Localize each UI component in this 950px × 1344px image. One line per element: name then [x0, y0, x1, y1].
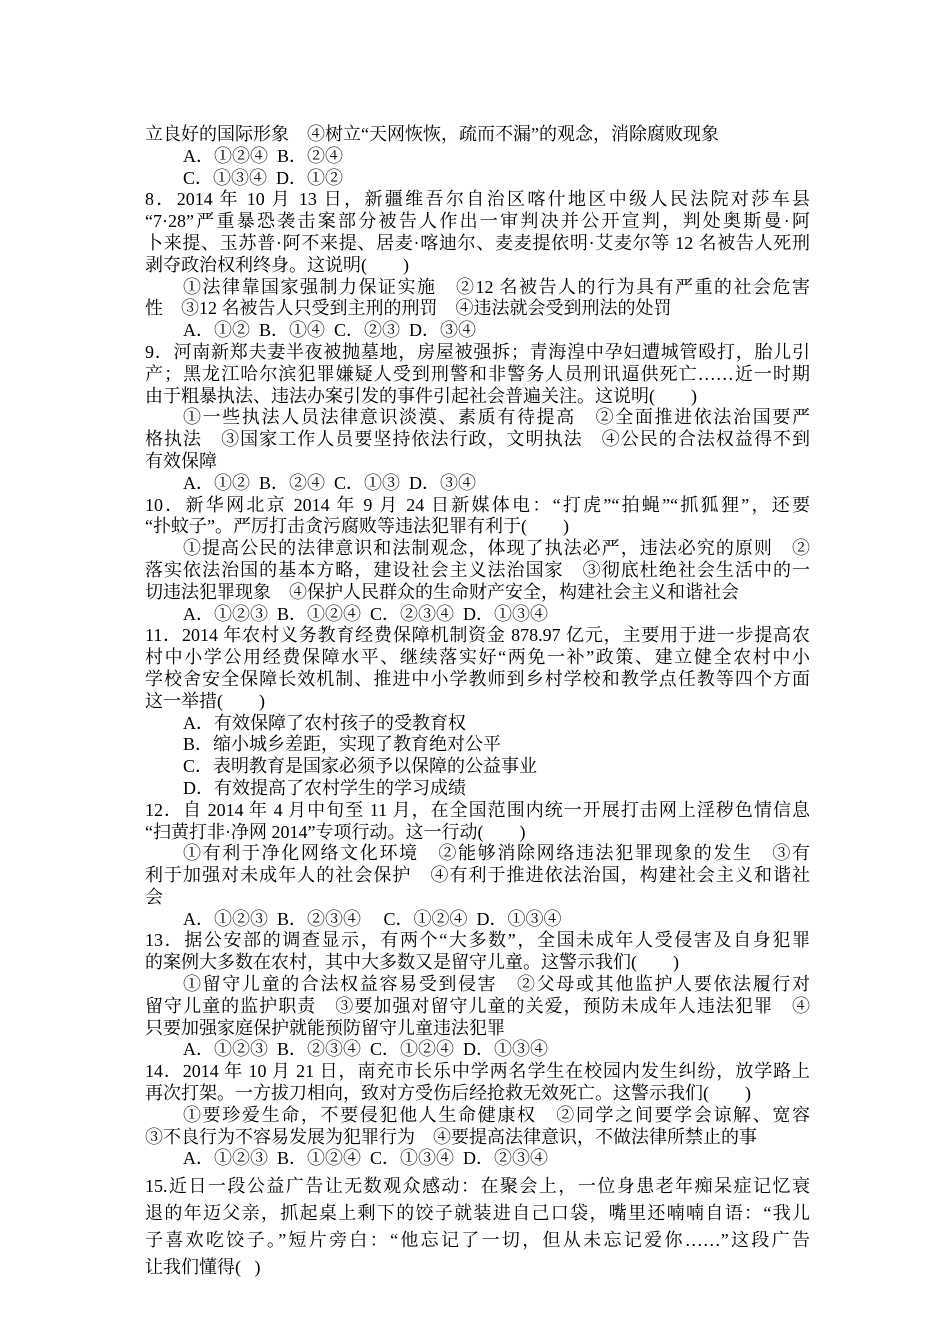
q13-stem-1: 13．据公安部的调查显示，有两个“大多数”，全国未成年人受侵害及自身犯罪 — [145, 930, 810, 951]
q14-statement-2: ③不良行为不容易发展为犯罪行为 ④要提高法律意识，不做法律所禁止的事 — [145, 1126, 757, 1147]
q9-stem-1: 9．河南新郑夫妻半夜被抛墓地，房屋被强拆；青海湟中孕妇遭城管殴打，胎儿引 — [145, 341, 810, 362]
q9-statement-1: ①一些执法人员法律意识淡漠、素质有待提高 ②全面推进依法治国要严 — [183, 407, 810, 428]
q13-options: A．①②③ B．②③④ C．①②④ D．①③④ — [183, 1039, 549, 1060]
q13-statement-2: 留守儿童的监护职责 ③要加强对留守儿童的关爱，预防未成年人违法犯罪 ④ — [145, 995, 810, 1016]
q8-statement-1: ①法律靠国家强制力保证实施 ②12 名被告人的行为具有严重的社会危害 — [183, 276, 810, 297]
q8-stem-4: 剥夺政治权利终身。这说明( ) — [145, 254, 409, 275]
q12-stem-2: “扫黄打非·净网 2014”专项行动。这一行动( ) — [145, 821, 526, 842]
q9-statement-2: 格执法 ③国家工作人员要坚持依法行政，文明执法 ④公民的合法权益得不到 — [145, 429, 810, 450]
q11-stem-3: 学校舍安全保障长效机制、推进中小学教师到乡村学校和教学点任教等四个方面 — [145, 668, 810, 689]
q11-choice-a: A．有效保障了农村孩子的受教育权 — [183, 712, 466, 733]
q11-choice-c: C．表明教育是国家必须予以保障的公益事业 — [183, 756, 538, 777]
q8-stem-2: “7·28”严重暴恐袭击案部分被告人作出一审判决并公开宣判，判处奥斯曼·阿 — [145, 211, 810, 232]
q10-statement-3: 切违法犯罪现象 ④保护人民群众的生命财产安全，构建社会主义和谐社会 — [145, 581, 739, 602]
q9-stem-2: 产；黑龙江哈尔滨犯罪嫌疑人受到刑警和非警务人员刑讯逼供死亡……近一时期 — [145, 363, 810, 384]
q11-stem-2: 村中小学公用经费保障水平、继续落实好“两免一补”政策、建立健全农村中小 — [145, 647, 810, 668]
q14-stem-2: 再次打架。一方拔刀相向，致对方受伤后经抢救无效死亡。这警示我们( ) — [145, 1083, 751, 1104]
exam-content — [145, 124, 810, 1281]
q12-statement-2: 利于加强对未成年人的社会保护 ④有利于推进依法治国，构建社会主义和谐社 — [145, 865, 810, 886]
q9-options: A．①② B．②④ C．①③ D．③④ — [183, 472, 477, 493]
q15-stem-3: 子喜欢吃饺子。”短片旁白：“他忘记了一切，但从未忘记爱你……”这段广告 — [145, 1230, 810, 1251]
q8-statement-2: 性 ③12 名被告人只受到主刑的刑罚 ④违法就会受到刑法的处罚 — [145, 298, 672, 319]
q11-stem-1: 11．2014 年农村义务教育经费保障机制资金 878.97 亿元，主要用于进一步提高农 — [145, 625, 810, 646]
q15-stem-1: 15.近日一段公益广告让无数观众感动：在聚会上，一位身患老年痴呆症记忆衰 — [145, 1176, 810, 1197]
q14-statement-1: ①要珍爱生命，不要侵犯他人生命健康权 ②同学之间要学会谅解、宽容 — [183, 1104, 810, 1125]
q7-options-1: A．①②④ B．②④ — [183, 145, 344, 166]
q11-stem-4: 这一举措( ) — [145, 690, 265, 711]
q12-stem-1: 12．自 2014 年 4 月中旬至 11 月，在全国范围内统一开展打击网上淫秽色情信息 — [145, 799, 810, 820]
q10-statement-2: 落实依法治国的基本方略，建设社会主义法治国家 ③彻底杜绝社会生活中的一 — [145, 559, 810, 580]
q12-options: A．①②③ B．②③④ C．①②④ D．①③④ — [183, 908, 562, 929]
q12-statement-1: ①有利于净化网络文化环境 ②能够消除网络违法犯罪现象的发生 ③有 — [183, 843, 810, 864]
q13-statement-1: ①留守儿童的合法权益容易受到侵害 ②父母或其他监护人要依法履行对 — [183, 974, 810, 995]
q8-stem-1: 8．2014 年 10 月 13 日，新疆维吾尔自治区喀什地区中级人民法院对莎车县 — [145, 189, 810, 210]
q14-options: A．①②③ B．①②④ C．①③④ D．②③④ — [183, 1148, 549, 1169]
q11-choice-d: D．有效提高了农村学生的学习成绩 — [183, 777, 466, 798]
q7-tail: 立良好的国际形象 ④树立“天网恢恢，疏而不漏”的观念，消除腐败现象 — [145, 124, 719, 144]
q7-options-2: C．①③④ D．①② — [183, 167, 344, 188]
q8-options: A．①② B．①④ C．②③ D．③④ — [183, 320, 477, 341]
q10-statement-1: ①提高公民的法律意识和法制观念，体现了执法必严，违法必究的原则 ② — [183, 538, 810, 559]
q9-statement-3: 有效保障 — [145, 450, 217, 471]
q13-statement-3: 只要加强家庭保护就能预防留守儿童违法犯罪 — [145, 1017, 505, 1038]
q10-options: A．①②③ B．①②④ C．②③④ D．①③④ — [183, 603, 549, 624]
q9-stem-3: 由于粗暴执法、违法办案引发的事件引起社会普遍关注。这说明( ) — [145, 385, 697, 406]
q14-stem-1: 14．2014 年 10 月 21 日，南充市长乐中学两名学生在校园内发生纠纷，放学路上 — [145, 1061, 810, 1082]
q8-stem-3: 卜来提、玉苏普·阿不来提、居麦·喀迪尔、麦麦提依明·艾麦尔等 12 名被告人死刑 — [145, 232, 810, 253]
q15-stem-4: 让我们懂得( ) — [145, 1257, 261, 1278]
q12-statement-3: 会 — [145, 886, 163, 907]
q13-stem-2: 的案例大多数在农村，其中大多数又是留守儿童。这警示我们( ) — [145, 952, 679, 973]
q15-stem-2: 退的年迈父亲，抓起桌上剩下的饺子就装进自己口袋，嘴里还喃喃自语：“我儿 — [145, 1203, 810, 1224]
q10-stem-1: 10．新华网北京 2014 年 9 月 24 日新媒体电：“打虎”“拍蝇”“抓狐狸”，还要 — [145, 494, 810, 515]
q10-stem-2: “扑蚊子”。严厉打击贪污腐败等违法犯罪有利于( ) — [145, 516, 569, 537]
q11-choice-b: B．缩小城乡差距，实现了教育绝对公平 — [183, 734, 502, 755]
